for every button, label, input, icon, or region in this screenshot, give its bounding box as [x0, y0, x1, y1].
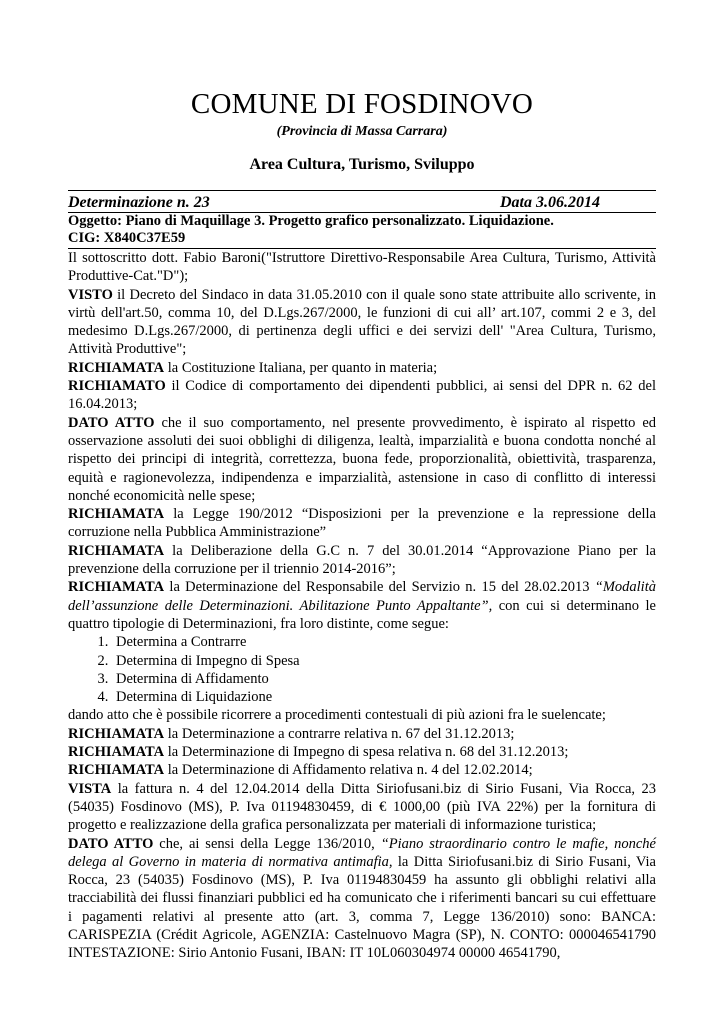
- lead-keyword: RICHIAMATA: [68, 725, 165, 742]
- list-item: 1. Determina a Contrarre: [112, 633, 656, 651]
- paragraph-costituzione: RICHIAMATA la Costituzione Italiana, per quanto in materia;: [68, 359, 438, 376]
- subject-line: Oggetto: Piano di Maquillage 3. Progetto grafico personalizzato. Liquidazione.: [68, 213, 554, 229]
- lead-keyword: RICHIAMATA: [68, 579, 165, 596]
- paragraph-tracciabilita: DATO ATTO che, ai sensi della Legge 136/2010, “Piano straordinario contro le mafie, nonché delega al Governo in materia di normativa antimafia, la Ditta Siriofusani.biz di Sirio Fusani, Via Rocca, 23 (54035) Fosdinovo (MS), P. Iva 01194830459 ha assunto gli obblighi relativi alla tracciabilità dei flussi finanziari pubblici ed ha comunicato che i riferimenti bancari su cui effettuare i pagamenti relativi al presente atto (art. 3, comma 7, Legge 136/2010) sono: BANCA: CARISPEZIA (Crédit Agricole, AGENZIA: Castelnuovo Magra (SP), N. CONTO: 000046541790 INTESTAZIONE: Sirio Antonio Fusani, IBAN: IT 10L060304974 00000 46541790,: [68, 835, 656, 962]
- lead-keyword: RICHIAMATA: [68, 359, 165, 376]
- paragraph-impegno: RICHIAMATA la Determinazione di Impegno di spesa relativa n. 68 del 31.12.2013;: [68, 744, 569, 761]
- determination-number: Determinazione n. 23: [68, 194, 210, 211]
- paragraph-dato-atto-1: DATO ATTO che il suo comportamento, nel presente provvedimento, è ispirato al rispetto ed osservazione assoluti dei suoi obblighi di diligenza, lealtà, imparzialità e buona condotta nonché al rispetto dei principi di integrità, correttezza, buona fede, proporzionalità, obiettività, trasparenza, equità e ragionevolezza, indipendenza e imparzialità, astensione in caso di conflitto di interessi nonché economicità nelle spese;: [68, 414, 657, 504]
- paragraph-dando-atto: dando atto che è possibile ricorrere a procedimenti contestuali di più azioni fra le suelencate;: [68, 707, 606, 724]
- paragraph-contrarre: RICHIAMATA la Determinazione a contrarre relativa n. 67 del 31.12.2013;: [68, 725, 515, 742]
- province-subtitle: (Provincia di Massa Carrara): [276, 124, 448, 139]
- list-item: 3. Determina di Affidamento: [112, 670, 656, 688]
- lead-keyword: RICHIAMATA: [68, 506, 165, 523]
- lead-keyword: VISTA: [68, 780, 112, 797]
- paragraph-legge-190: RICHIAMATA la Legge 190/2012 “Disposizioni per la prevenzione e la repressione della corruzione nella Pubblica Amministrazione”: [68, 506, 656, 541]
- lead-keyword: RICHIAMATO: [68, 378, 166, 395]
- lead-keyword: DATO ATTO: [68, 835, 154, 852]
- lead-keyword: RICHIAMATA: [68, 762, 165, 779]
- municipality-title: COMUNE DI FOSDINOVO: [190, 88, 534, 120]
- cig-code: CIG: X840C37E59: [68, 230, 186, 246]
- list-item: 2. Determina di Impegno di Spesa: [112, 652, 656, 670]
- paragraph-determinazione-15: RICHIAMATA la Determinazione del Responsabile del Servizio n. 15 del 28.02.2013 “Modalità dell’assunzione delle Determinazioni. Abilitazione Punto Appaltante”, con cui si determinano le quattro tipologie di Determinazioni, fra loro distinte, come segue:: [68, 579, 656, 632]
- paragraph-visto: VISTO il Decreto del Sindaco in data 31.05.2010 con il quale sono state attribuite allo scrivente, in virtù dell'art.50, comma 10, del D.Lgs.267/2000, le funzioni di cui all’ art.107, commi 2 e 3, del medesimo D.Lgs.267/2000, di pertinenza degli uffici e dei servizi dell' "Area Cultura, Turismo, Attività Produttive";: [68, 286, 656, 358]
- department-area: Area Cultura, Turismo, Sviluppo: [249, 156, 475, 173]
- paragraph-affidamento: RICHIAMATA la Determinazione di Affidamento relativa n. 4 del 12.02.2014;: [68, 762, 533, 779]
- list-item: 4. Determina di Liquidazione: [112, 688, 656, 706]
- lead-keyword: DATO ATTO: [68, 414, 155, 431]
- paragraph-fattura: VISTA la fattura n. 4 del 12.04.2014 della Ditta Siriofusani.biz di Sirio Fusani, Via Rocca, 23 (54035) Fosdinovo (MS), P. Iva 01194830459, di € 1000,00 (più IVA 22%) per la fornitura di progetto e realizzazione della grafica personalizzata per materiali di informazione turistica;: [68, 780, 656, 834]
- determination-types-list: [68, 633, 656, 706]
- lead-keyword: VISTO: [68, 286, 113, 303]
- paragraph-signatory: Il sottoscritto dott. Fabio Baroni("Istruttore Direttivo-Responsabile Area Cultura, Turismo, Attività Produttive-Cat."D");: [68, 250, 656, 285]
- lead-keyword: RICHIAMATA: [68, 542, 165, 559]
- determination-date: Data 3.06.2014: [500, 194, 600, 211]
- top-divider: [68, 190, 656, 191]
- document-body: [68, 249, 656, 963]
- lead-keyword: RICHIAMATA: [68, 744, 165, 761]
- paragraph-deliberazione: RICHIAMATA la Deliberazione della G.C n. 7 del 30.01.2014 “Approvazione Piano per la prevenzione della corruzione per il triennio 2014-2016”;: [68, 542, 656, 578]
- paragraph-codice: RICHIAMATO il Codice di comportamento dei dipendenti pubblici, ai sensi del DPR n. 62 del 16.04.2013;: [68, 378, 656, 413]
